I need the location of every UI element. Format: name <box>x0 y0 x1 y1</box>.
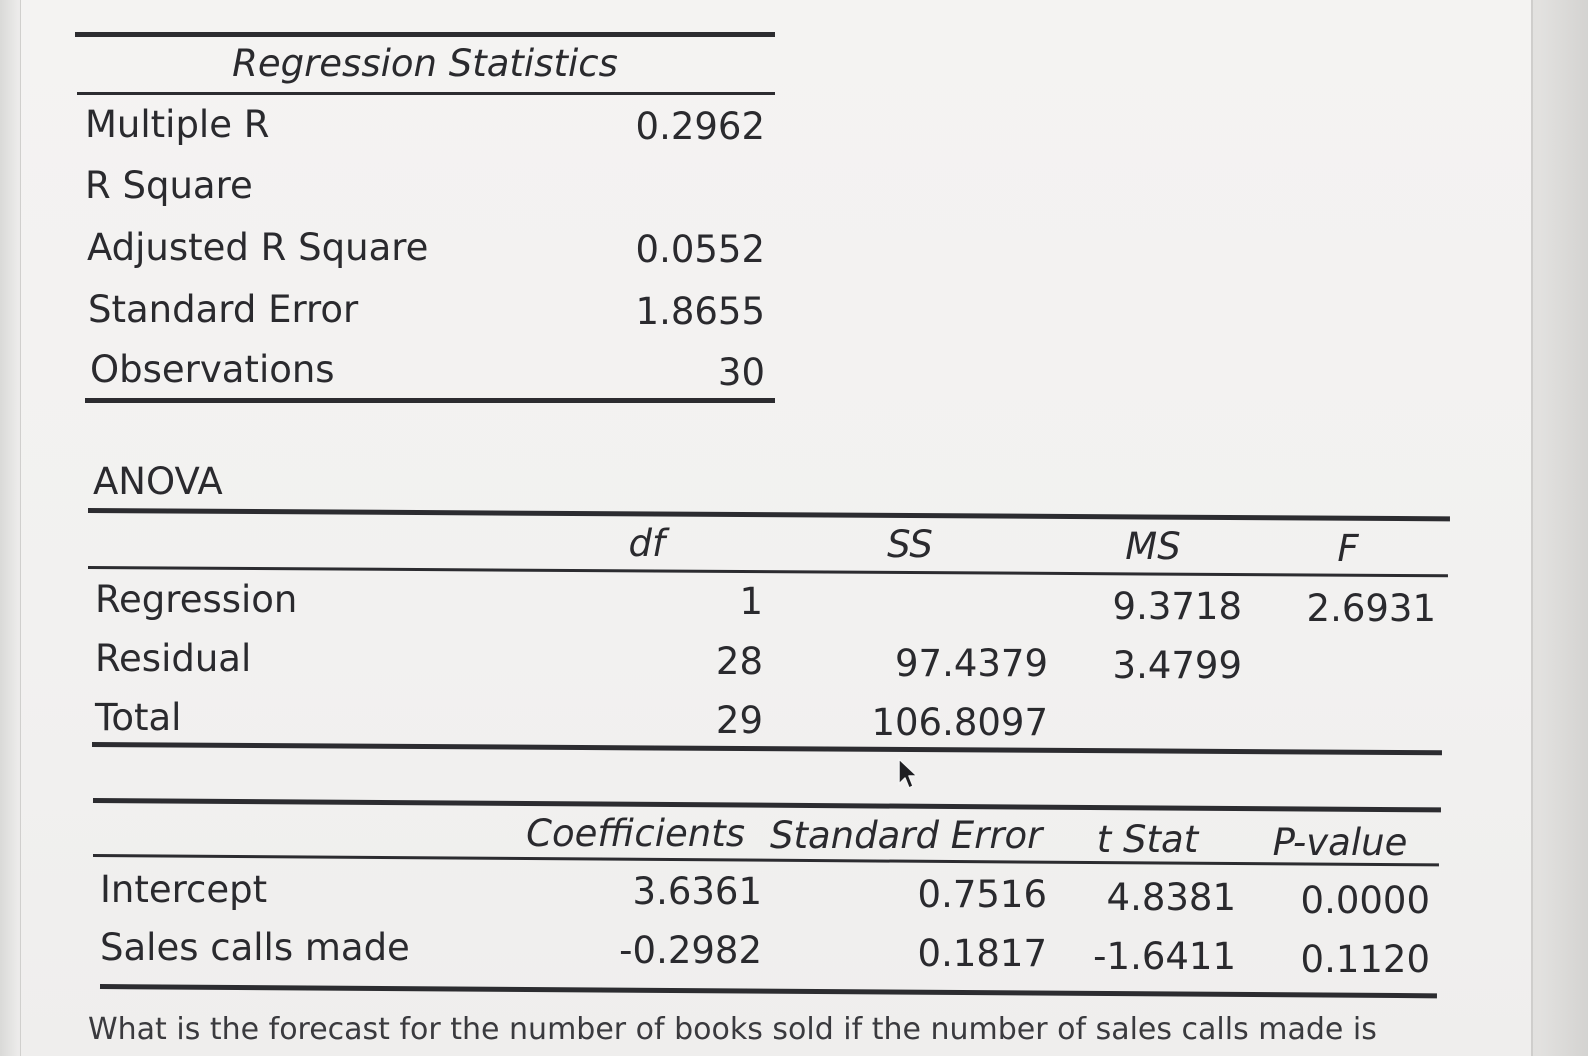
anova-cell-df: 28 <box>715 640 763 683</box>
reg-stats-title: Regression Statistics <box>232 42 618 85</box>
coef-header-coefficients: Coefficients <box>526 812 745 855</box>
anova-cell-ms: 3.4799 <box>1112 644 1242 687</box>
coef-header-t-stat: t Stat <box>1096 818 1199 861</box>
reg-stat-value: 0.0552 <box>635 228 765 271</box>
anova-row-label: Regression <box>95 578 298 621</box>
anova-cell-ms: 9.3718 <box>1112 585 1242 628</box>
coef-row-label: Intercept <box>100 868 268 911</box>
anova-header-f: F <box>1337 527 1359 570</box>
reg-stat-value: 0.2962 <box>635 105 765 148</box>
reg-stat-label: Standard Error <box>88 288 359 331</box>
coef-header-p-value: P-value <box>1272 821 1408 864</box>
anova-header-df: df <box>628 522 665 565</box>
coef-cell-t-stat: 4.8381 <box>1106 876 1236 919</box>
question-text: What is the forecast for the number of books sold if the number of sales calls made is <box>88 1012 1377 1047</box>
mouse-pointer-icon <box>898 758 920 792</box>
anova-cell-f: 2.6931 <box>1306 587 1436 630</box>
coef-cell-t-stat: -1.6411 <box>1093 935 1236 978</box>
reg-stats-bottom-rule <box>85 398 775 403</box>
anova-header-ss: SS <box>887 523 933 566</box>
anova-title: ANOVA <box>93 460 223 503</box>
anova-cell-df: 29 <box>715 699 763 742</box>
coef-cell-coefficient: 3.6361 <box>632 870 762 913</box>
coef-cell-p-value: 0.1120 <box>1300 938 1430 981</box>
coef-cell-p-value: 0.0000 <box>1300 879 1430 922</box>
anova-header-ms: MS <box>1125 525 1181 568</box>
anova-cell-ss: 97.4379 <box>894 642 1048 685</box>
anova-row-label: Total <box>95 696 182 739</box>
reg-stat-label: R Square <box>85 164 253 207</box>
reg-stats-top-rule <box>75 32 775 37</box>
coef-row-label: Sales calls made <box>100 926 410 969</box>
reg-stat-label: Observations <box>90 348 335 391</box>
reg-stat-label: Multiple R <box>85 103 270 146</box>
reg-stat-value: 30 <box>717 351 765 394</box>
coef-cell-std-error: 0.1817 <box>917 932 1047 975</box>
coef-header-std-error: Standard Error <box>770 814 1043 857</box>
anova-cell-df: 1 <box>739 580 763 623</box>
coef-cell-coefficient: -0.2982 <box>619 929 762 972</box>
coef-cell-std-error: 0.7516 <box>917 873 1047 916</box>
reg-stat-label: Adjusted R Square <box>87 226 429 269</box>
reg-stats-header-rule <box>77 92 775 95</box>
reg-stat-value: 1.8655 <box>635 290 765 333</box>
anova-row-label: Residual <box>95 637 252 680</box>
anova-cell-ss: 106.8097 <box>871 701 1048 744</box>
